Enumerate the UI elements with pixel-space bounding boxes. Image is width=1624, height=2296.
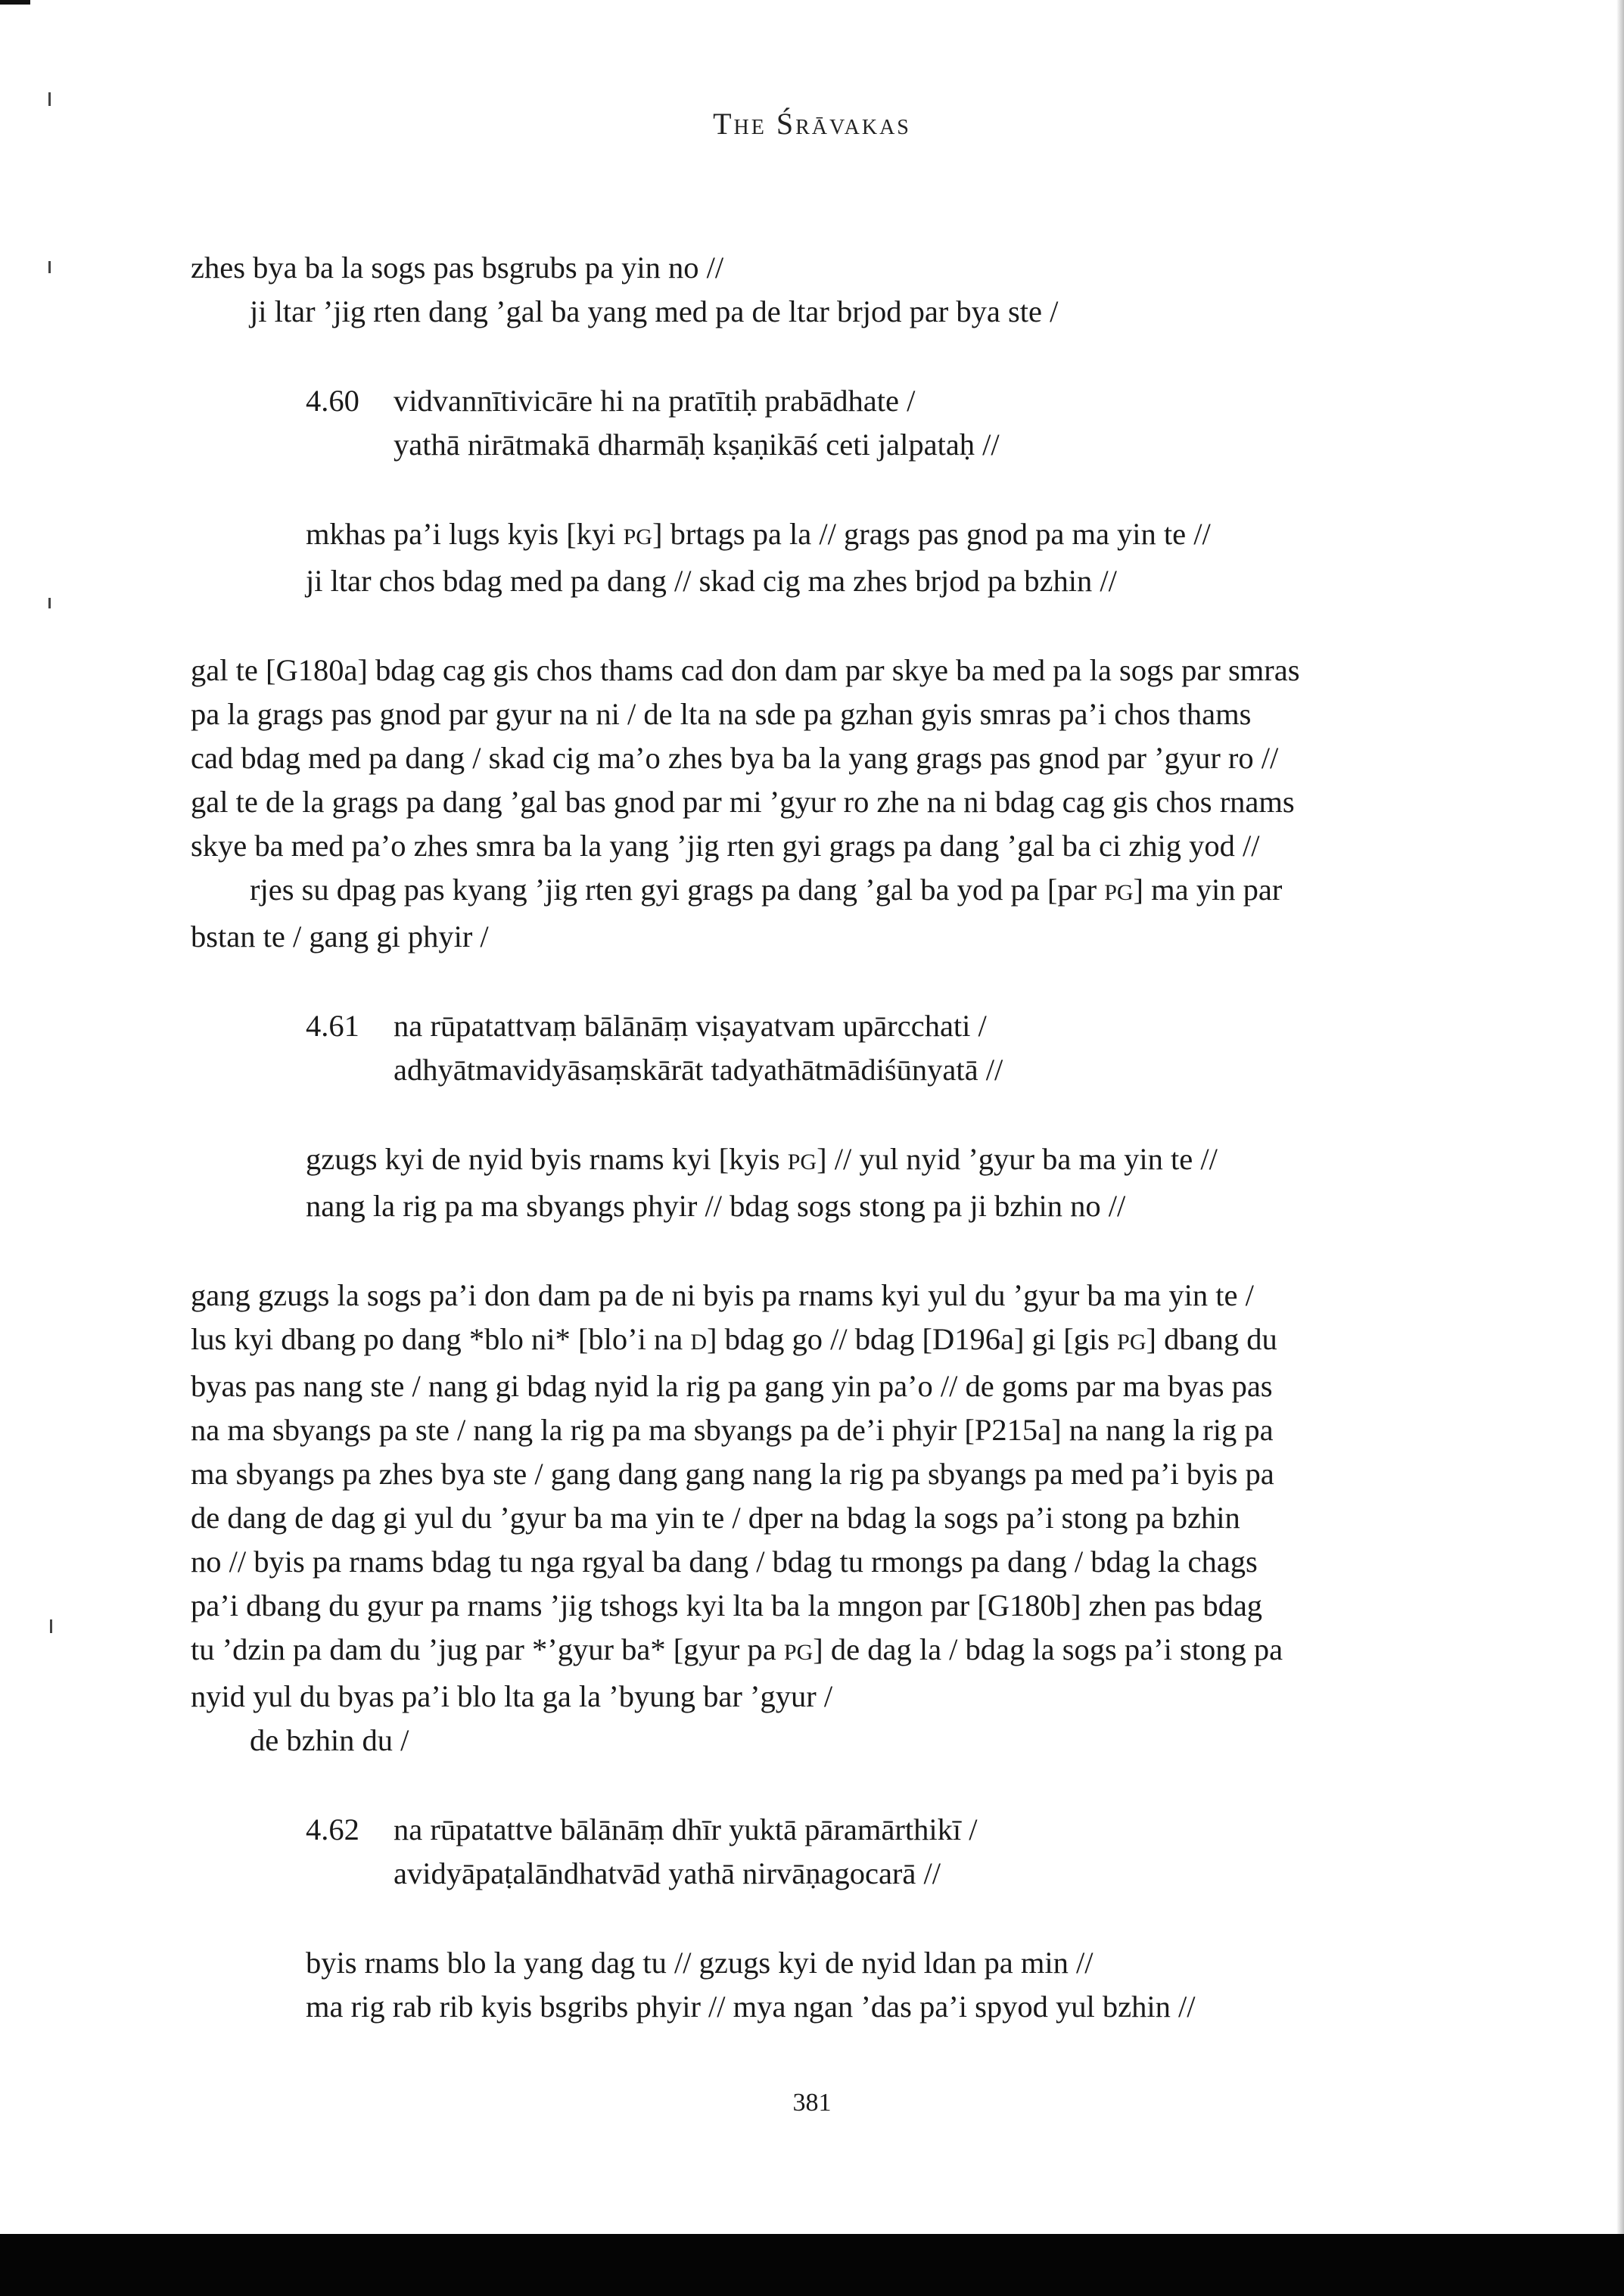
tibetan-verse-line: nang la rig pa ma sbyangs phyir // bdag sogs stong pa ji bzhin no // [306,1189,1126,1223]
verse-number: 4.60 [306,384,359,418]
scan-bottom-band [0,2234,1624,2296]
scan-mark [48,92,51,106]
text-line: cad bdag med pa dang / skad cig ma’o zhes bya ba la yang grags pas gnod par ’gyur ro // [191,741,1279,775]
text-line: ji ltar ’jig rten dang ’gal ba yang med pa de ltar brjod par bya ste / [250,294,1059,328]
scan-mark [48,261,51,273]
verse-line: yathā nirātmakā dharmāḥ kṣaṇikāś ceti jalpataḥ // [394,428,1000,462]
text-line: gal te de la grags pa dang ’gal bas gnod par mi ’gyur ro zhe na ni bdag cag gis chos rnams [191,785,1295,819]
tibetan-verse-line: ma rig rab rib kyis bsgribs phyir // mya ngan ’das pa’i spyod yul bzhin // [306,1990,1196,2024]
verse-line: na rūpatattvaṃ bālānāṃ viṣayatvam upārcchati / [394,1009,987,1043]
text-line: skye ba med pa’o zhes smra ba la yang ’jig rten gyi grags pa dang ’gal ba ci zhig yod // [191,829,1260,863]
verse-number: 4.62 [306,1812,359,1846]
text-line: de dang de dag gi yul du ’gyur ba ma yin te / dper na bdag la sogs pa’i stong pa bzhin [191,1501,1240,1535]
tibetan-verse-line: mkhas pa’i lugs kyis [kyi PG] brtags pa la // grags pas gnod pa ma yin te // [306,517,1211,551]
text-line: na ma sbyangs pa ste / nang la rig pa ma sbyangs pa de’i phyir [P215a] na nang la rig pa [191,1413,1274,1447]
verse-line: avidyāpaṭalāndhatvād yathā nirvāṇagocarā // [394,1856,941,1890]
page-number: 381 [792,2089,832,2117]
text-line: tu ’dzin pa dam du ’jug par *’gyur ba* [gyur pa PG] de dag la / bdag la sogs pa’i stong pa [191,1632,1283,1666]
text-line: pa’i dbang du gyur pa rnams ’jig tshogs kyi lta ba la mngon par [G180b] zhen pas bdag [191,1588,1263,1622]
text-line: ma sbyangs pa zhes bya ste / gang dang gang nang la rig pa sbyangs pa med pa’i byis pa [191,1457,1274,1491]
text-line: pa la grags pas gnod par gyur na ni / de lta na sde pa gzhan gyis smras pa’i chos thams [191,697,1252,731]
tibetan-verse-line: byis rnams blo la yang dag tu // gzugs kyi de nyid ldan pa min // [306,1946,1094,1980]
text-line: gang gzugs la sogs pa’i don dam pa de ni byis pa rnams kyi yul du ’gyur ba ma yin te / [191,1278,1254,1312]
verse-4-62 [191,1808,1371,1896]
verse-number: 4.61 [306,1009,359,1043]
text-line: gal te [G180a] bdag cag gis chos thams cad don dam par skye ba med pa la sogs par smras [191,653,1300,687]
verse-4-61 [191,1004,1371,1092]
verse-line: adhyātmavidyāsaṃskārāt tadyathātmādiśūnyatā // [394,1053,1003,1087]
text-line: lus kyi dbang po dang *blo ni* [blo’i na D] bdag go // bdag [D196a] gi [gis PG] dbang du [191,1322,1277,1356]
text-line: nyid yul du byas pa’i blo lta ga la ’byung bar ’gyur / [191,1679,833,1713]
verse-line: vidvannītivicāre hi na pratītiḥ prabādhate / [394,384,916,418]
scan-mark [48,598,51,608]
text-line: zhes bya ba la sogs pas bsgrubs pa yin no // [191,250,724,285]
tibetan-verse-line: gzugs kyi de nyid byis rnams kyi [kyis PG] // yul nyid ’gyur ba ma yin te // [306,1142,1218,1176]
text-line: no // byis pa rnams bdag tu nga rgyal ba dang / bdag tu rmongs pa dang / bdag la chags [191,1545,1258,1579]
text-line: byas pas nang ste / nang gi bdag nyid la rig pa gang yin pa’o // de goms par ma byas pas [191,1369,1273,1403]
text-line: bstan te / gang gi phyir / [191,919,489,954]
main-text [191,246,1371,2029]
tibetan-verse-line: ji ltar chos bdag med pa dang // skad cig ma zhes brjod pa bzhin // [306,564,1117,598]
scan-mark [50,1619,52,1633]
text-line: rjes su dpag pas kyang ’jig rten gyi grags pa dang ’gal ba yod pa [par PG] ma yin par [250,873,1283,907]
page-edge-shadow [1616,0,1624,2234]
scan-mark [0,0,30,5]
running-head: The Śrāvakas [713,107,911,141]
text-line: de bzhin du / [250,1723,409,1757]
verse-line: na rūpatattve bālānāṃ dhīr yuktā pāramārthikī / [394,1812,978,1846]
verse-4-60 [191,379,1371,467]
